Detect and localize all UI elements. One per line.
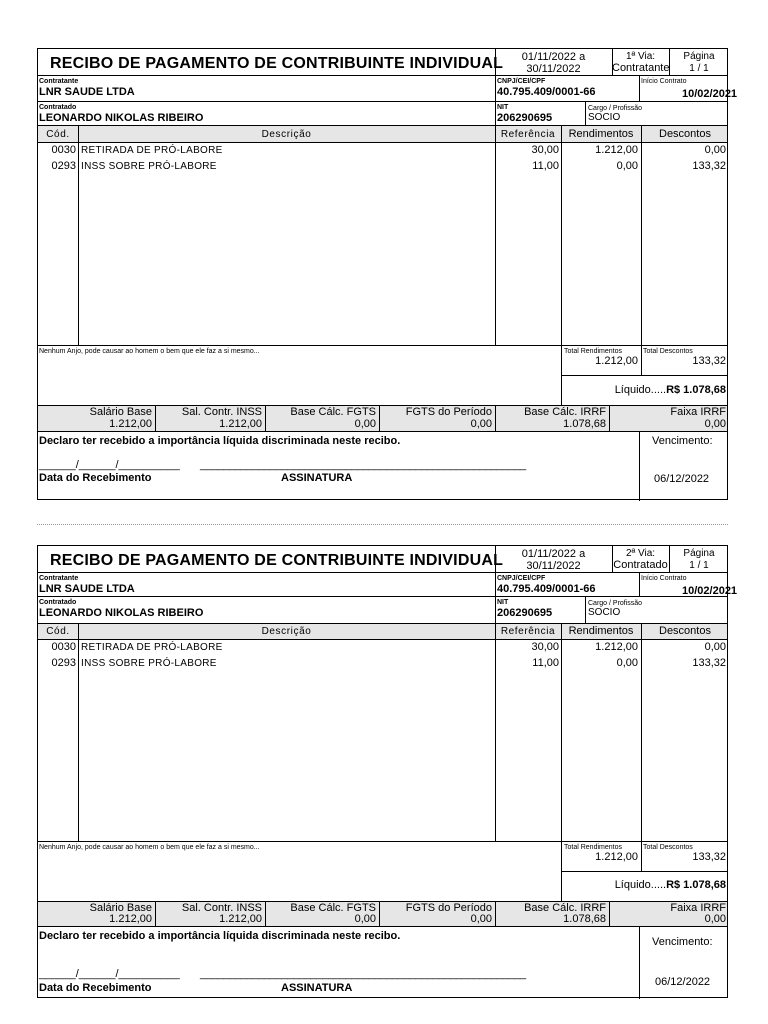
item-ref: 11,00 (532, 160, 559, 172)
vencimento-value: 06/12/2022 (655, 976, 711, 988)
total-rend-label: Total Rendimentos (564, 348, 622, 355)
base-salario-value: 1.212,00 (109, 418, 152, 430)
nit-label: NIT (497, 104, 509, 111)
total-desc-label: Total Descontos (643, 844, 693, 851)
item-rend: 0,00 (616, 657, 638, 669)
item-cod: 0030 (51, 144, 76, 156)
via-value: Contratado (613, 559, 668, 571)
base-inss-label: Sal. Contr. INSS (181, 406, 262, 418)
item-desc: INSS SOBRE PRÓ-LABORE (81, 658, 217, 669)
total-desc-value: 133,32 (692, 355, 726, 367)
base-inss-value: 1.212,00 (219, 418, 262, 430)
data-recebimento: Data do Recebimento (39, 472, 152, 484)
contratado-value: LEONARDO NIKOLAS RIBEIRO (39, 607, 204, 619)
period-start: 01/11/2022 a (521, 548, 586, 560)
fgts-periodo-value: 0,00 (470, 418, 492, 430)
cargo-label: Cargo / Profissão (588, 105, 643, 112)
date-line: ______/______/__________ (39, 459, 180, 471)
liquido-label: Líquido..... (614, 879, 667, 891)
via-label: 2ª Via: (625, 548, 656, 559)
col-cod: Cód. (46, 129, 70, 140)
cut-line (37, 524, 728, 525)
base-fgts-label: Base Cálc. FGTS (290, 406, 376, 418)
col-cod: Cód. (46, 626, 70, 637)
contratado-value: LEONARDO NIKOLAS RIBEIRO (39, 112, 204, 124)
fgts-periodo-label: FGTS do Período (405, 902, 492, 914)
col-descontos: Descontos (659, 625, 711, 637)
vencimento-value: 06/12/2022 (654, 473, 710, 485)
cnpj-label: CNPJ/CEI/CPF (497, 78, 546, 85)
total-rend-label: Total Rendimentos (564, 844, 622, 851)
inicio-label: Início Contrato (641, 78, 687, 85)
base-fgts-value: 0,00 (354, 913, 376, 925)
item-desc: INSS SOBRE PRÓ-LABORE (81, 161, 217, 172)
receipt-title: RECIBO DE PAGAMENTO DE CONTRIBUINTE INDIVIDUAL (50, 55, 504, 72)
item-descontos: 0,00 (704, 641, 726, 653)
assinatura: ASSINATURA (281, 472, 353, 484)
item-rend: 1.212,00 (595, 144, 638, 156)
declaration: Declaro ter recebido a importância líquida discriminada neste recibo. (39, 930, 401, 942)
inicio-value: 10/02/2021 (682, 88, 738, 100)
signature-line: ________________________________________________________ (200, 968, 526, 980)
inicio-value: 10/02/2021 (682, 585, 738, 597)
period-end: 30/11/2022 (526, 560, 581, 572)
date-line: ______/______/__________ (39, 968, 180, 980)
liquido (561, 879, 726, 891)
cnpj-value: 40.795.409/0001-66 (497, 583, 596, 595)
nit-value: 206290695 (497, 607, 553, 619)
liquido-label: Líquido..... (614, 384, 667, 396)
item-rend: 0,00 (616, 160, 638, 172)
col-rendimentos: Rendimentos (568, 128, 634, 140)
declaration: Declaro ter recebido a importância líquida discriminada neste recibo. (39, 435, 401, 447)
base-irrf-value: 1.078,68 (563, 418, 606, 430)
faixa-irrf-value: 0,00 (704, 913, 726, 925)
page-value: 1 / 1 (689, 560, 709, 571)
base-salario-label: Salário Base (89, 406, 152, 418)
receipt-2 (37, 545, 738, 998)
total-desc-value: 133,32 (692, 851, 726, 863)
contratado-label: Contratado (39, 104, 77, 111)
cnpj-label: CNPJ/CEI/CPF (497, 575, 546, 582)
item-descontos: 0,00 (704, 144, 726, 156)
fgts-periodo-value: 0,00 (470, 913, 492, 925)
page-value: 1 / 1 (689, 63, 709, 74)
base-irrf-label: Base Cálc. IRRF (524, 406, 606, 418)
faixa-irrf-label: Faixa IRRF (670, 902, 726, 914)
cargo-value: SOCIO (588, 607, 621, 618)
table-row (38, 160, 727, 176)
period-start: 01/11/2022 a (521, 51, 586, 63)
fgts-periodo-label: FGTS do Período (405, 406, 492, 418)
nit-value: 206290695 (497, 112, 553, 124)
via-label: 1ª Via: (625, 51, 656, 62)
contratante-value: LNR SAUDE LTDA (39, 583, 135, 595)
table-row (38, 144, 727, 160)
base-irrf-value: 1.078,68 (563, 913, 606, 925)
base-inss-value: 1.212,00 (219, 913, 262, 925)
receipt-title: RECIBO DE PAGAMENTO DE CONTRIBUINTE INDIVIDUAL (50, 552, 504, 569)
col-descricao: Descrição (261, 626, 312, 637)
contratante-label: Contratante (39, 78, 79, 85)
item-desc: RETIRADA DE PRÓ-LABORE (81, 642, 223, 653)
base-fgts-label: Base Cálc. FGTS (290, 902, 376, 914)
liquido-value: R$ 1.078,68 (666, 384, 726, 396)
table-row (38, 657, 727, 673)
via-value: Contratante (612, 62, 670, 74)
col-rendimentos: Rendimentos (568, 625, 634, 637)
vencimento-label: Vencimento: (652, 435, 713, 447)
contratado-label: Contratado (39, 599, 77, 606)
vencimento-label: Vencimento: (652, 936, 713, 948)
base-fgts-value: 0,00 (354, 418, 376, 430)
total-rend-value: 1.212,00 (595, 851, 638, 863)
page-label: Página (683, 51, 715, 62)
item-cod: 0293 (51, 160, 76, 172)
item-rend: 1.212,00 (595, 641, 638, 653)
inicio-label: Início Contrato (641, 575, 687, 582)
data-recebimento: Data do Recebimento (39, 982, 152, 994)
assinatura: ASSINATURA (281, 982, 353, 994)
item-ref: 30,00 (531, 641, 559, 653)
contratante-label: Contratante (39, 575, 79, 582)
item-cod: 0293 (51, 657, 76, 669)
total-desc-label: Total Descontos (643, 348, 693, 355)
col-descricao: Descrição (261, 129, 312, 140)
item-desc: RETIRADA DE PRÓ-LABORE (81, 145, 223, 156)
page-label: Página (683, 548, 715, 559)
base-irrf-label: Base Cálc. IRRF (524, 902, 606, 914)
cargo-label: Cargo / Profissão (588, 600, 643, 607)
liquido (561, 384, 726, 396)
nit-label: NIT (497, 599, 509, 606)
contratante-value: LNR SAUDE LTDA (39, 86, 135, 98)
item-ref: 11,00 (532, 657, 559, 669)
table-row (38, 641, 727, 657)
cargo-value: SOCIO (588, 112, 621, 123)
cnpj-value: 40.795.409/0001-66 (497, 86, 596, 98)
col-referencia: Referência (500, 626, 556, 637)
base-salario-value: 1.212,00 (109, 913, 152, 925)
base-inss-label: Sal. Contr. INSS (181, 902, 262, 914)
item-descontos: 133,32 (692, 160, 726, 172)
col-descontos: Descontos (659, 128, 711, 140)
signature-line: ________________________________________________________ (200, 459, 526, 471)
base-salario-label: Salário Base (89, 902, 152, 914)
message-text: Nenhum Anjo, pode causar ao homem o bem que ele faz a si mesmo... (39, 844, 260, 851)
item-ref: 30,00 (531, 144, 559, 156)
period-end: 30/11/2022 (526, 63, 581, 75)
total-rend-value: 1.212,00 (595, 355, 638, 367)
faixa-irrf-label: Faixa IRRF (670, 406, 726, 418)
item-descontos: 133,32 (692, 657, 726, 669)
message-text: Nenhum Anjo, pode causar ao homem o bem que ele faz a si mesmo... (39, 348, 260, 355)
item-cod: 0030 (51, 641, 76, 653)
faixa-irrf-value: 0,00 (704, 418, 726, 430)
col-referencia: Referência (500, 129, 556, 140)
receipt-1 (37, 48, 738, 500)
liquido-value: R$ 1.078,68 (666, 879, 726, 891)
